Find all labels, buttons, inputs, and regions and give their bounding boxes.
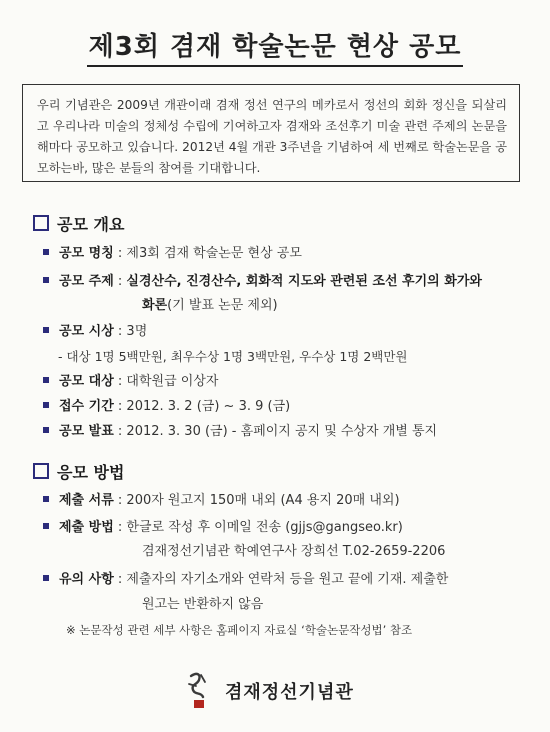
calligraphy-seal-icon: [183, 670, 215, 710]
bullet-square-icon: [43, 402, 49, 408]
section-heading-overview: 공모 개요: [33, 212, 124, 235]
bullet-square-icon: [43, 496, 49, 502]
row-award: 공모 시상 : 3명: [43, 322, 147, 342]
row-notice: 유의 사항 : 제출자의 자기소개와 연락처 등을 원고 끝에 기재. 제출한: [43, 570, 448, 590]
row-topic: 공모 주제 : 실경산수, 진경산수, 회화적 지도와 관련된 조선 후기의 화가와: [43, 272, 482, 292]
footnote: ※ 논문작성 관련 세부 사항은 홈페이지 자료실 ‘학술논문작성법’ 참조: [66, 623, 413, 637]
page-title: 제3회 겸재 학술논문 현상 공모: [0, 26, 550, 63]
bullet-square-icon: [43, 523, 49, 529]
row-period: 접수 기간 : 2012. 3. 2 (금) ~ 3. 9 (금): [43, 397, 290, 417]
section-heading-method: 응모 방법: [33, 460, 124, 483]
bullet-square-icon: [43, 575, 49, 581]
checkbox-square-icon: [33, 215, 49, 231]
bullet-square-icon: [43, 277, 49, 283]
organization-name: 겸재정선기념관: [225, 682, 354, 703]
checkbox-square-icon: [33, 463, 49, 479]
row-docs: 제출 서류 : 200자 원고지 150매 내외 (A4 용지 20매 내외): [43, 491, 400, 511]
bullet-square-icon: [43, 249, 49, 255]
row-submit: 제출 방법 : 한글로 작성 후 이메일 전송 (gjjs@gangseo.kr): [43, 518, 403, 538]
notice-continuation: 원고는 반환하지 않음: [142, 597, 264, 612]
row-announce: 공모 발표 : 2012. 3. 30 (금) - 홈페이지 공지 및 수상자 개별 통지: [43, 422, 437, 442]
intro-box: 우리 기념관은 2009년 개관이래 겸재 정선 연구의 메카로서 정선의 회화 정신을 되살리고 우리나라 미술의 정체성 수립에 기여하고자 겸재와 조선후기 미술 관련 주제의 논문을 해마다 공모하고 있습니다. 2012년 4월 개관 3주년을 기념하여 세 번째로 학술논문을 공모하는바, 많은 분들의 참여를 기대합니다.: [22, 84, 520, 182]
submit-contact: 겸재정선기념관 학예연구사 장희선 T.02-2659-2206: [142, 544, 446, 559]
bullet-square-icon: [43, 327, 49, 333]
row-name: 공모 명칭 : 제3회 겸재 학술논문 현상 공모: [43, 244, 302, 264]
award-detail: - 대상 1명 5백만원, 최우수상 1명 3백만원, 우수상 1명 2백만원: [58, 349, 408, 364]
bullet-square-icon: [43, 427, 49, 433]
row-target: 공모 대상 : 대학원급 이상자: [43, 372, 218, 392]
topic-continuation: 화론(기 발표 논문 제외): [142, 298, 278, 313]
bullet-square-icon: [43, 377, 49, 383]
